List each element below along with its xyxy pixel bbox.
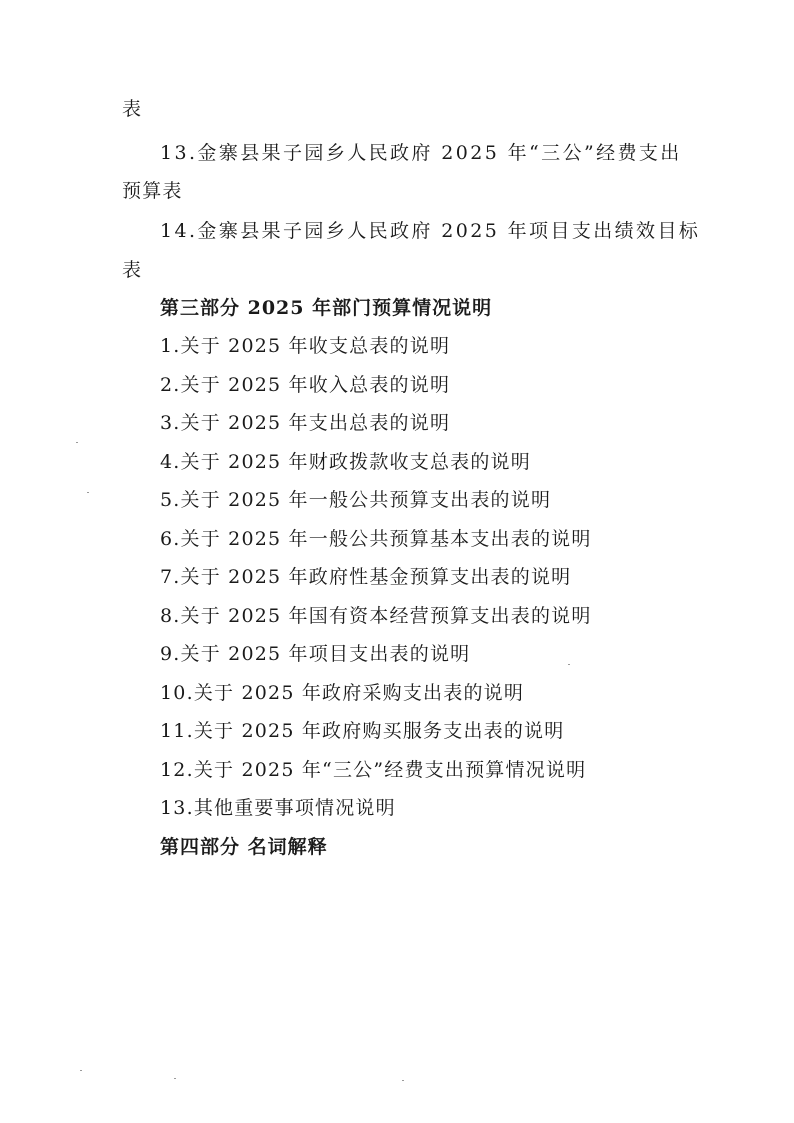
list-item: 6.关于 2025 年一般公共预算基本支出表的说明 (160, 528, 592, 550)
section-heading-part3: 第三部分 2025 年部门预算情况说明 (160, 297, 493, 319)
scan-speck (402, 1080, 404, 1081)
list-item: 14.金寨县果子园乡人民政府 2025 年项目支出绩效目标 (160, 220, 701, 242)
list-item: 5.关于 2025 年一般公共预算支出表的说明 (160, 489, 552, 511)
list-item: 3.关于 2025 年支出总表的说明 (160, 412, 451, 434)
scan-speck (76, 442, 78, 443)
scan-speck (80, 1070, 82, 1071)
scan-speck (174, 1078, 176, 1079)
list-item-continuation: 预算表 (122, 180, 183, 202)
list-item: 13.其他重要事项情况说明 (160, 797, 396, 819)
list-item: 1.关于 2025 年收支总表的说明 (160, 335, 451, 357)
scan-speck (568, 664, 570, 665)
list-item-continuation: 表 (122, 259, 143, 281)
list-item: 10.关于 2025 年政府采购支出表的说明 (160, 682, 525, 704)
list-item: 4.关于 2025 年财政拨款收支总表的说明 (160, 451, 531, 473)
scan-speck (87, 492, 89, 493)
list-item: 8.关于 2025 年国有资本经营预算支出表的说明 (160, 605, 592, 627)
list-item: 2.关于 2025 年收入总表的说明 (160, 374, 451, 396)
list-item: 12.关于 2025 年“三公”经费支出预算情况说明 (160, 759, 587, 781)
continuation-line: 表 (122, 98, 143, 120)
list-item: 13.金寨县果子园乡人民政府 2025 年“三公”经费支出 (160, 142, 682, 164)
list-item: 9.关于 2025 年项目支出表的说明 (160, 643, 471, 665)
section-heading-part4: 第四部分 名词解释 (160, 836, 328, 858)
list-item: 11.关于 2025 年政府购买服务支出表的说明 (160, 720, 565, 742)
list-item: 7.关于 2025 年政府性基金预算支出表的说明 (160, 566, 572, 588)
